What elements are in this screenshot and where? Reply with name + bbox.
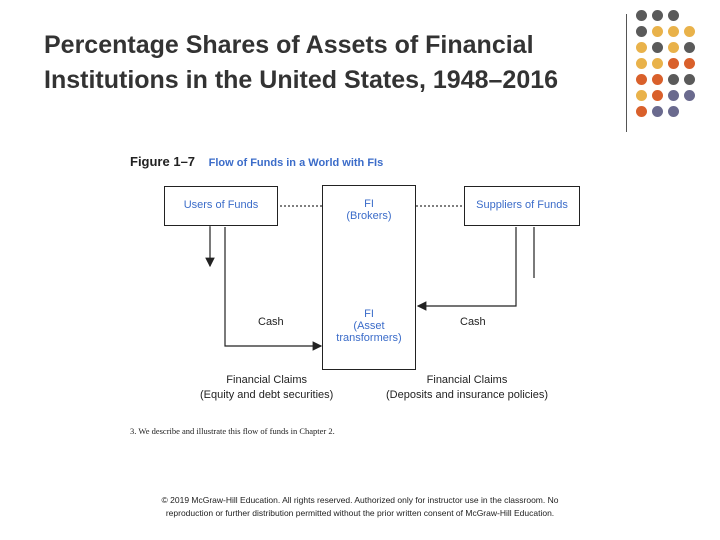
divider-line [626,14,627,132]
decorative-dot [684,58,695,69]
decorative-dot [668,10,679,21]
fi-brokers-title: FI [364,198,374,210]
decorative-dot [668,106,679,117]
decorative-dot [684,42,695,53]
suppliers-of-funds-box [464,186,580,226]
title-line-1: Percentage Shares of Assets of Financial [44,31,534,59]
slide-title [44,28,624,98]
claims-right-title: Financial Claims [426,374,508,386]
decorative-dot-grid [636,10,716,120]
fi-asset-subtitle-2: transformers) [336,332,402,344]
copyright-line-2: reproduction or further distribution permitted without the prior written consent of McGraw-Hill Education. [165,508,555,518]
figure-number: Figure 1–7 [130,154,196,169]
figure-caption: Flow of Funds in a World with FIs [208,157,384,169]
flow-of-funds-figure [128,150,598,450]
fi-brokers-subtitle: (Brokers) [346,210,392,222]
decorative-dot [636,26,647,37]
decorative-dot [652,58,663,69]
decorative-dot [636,42,647,53]
copyright-line-1: © 2019 McGraw-Hill Education. All rights reserved. Authorized only for instructor use in the classroom. No [161,495,559,505]
decorative-dot [684,90,695,101]
figure-footnote: 3. We describe and illustrate this flow of funds in Chapter 2. [130,426,335,436]
decorative-dot [652,90,663,101]
decorative-dot [684,74,695,85]
arrow-cash-to-fi [225,227,321,346]
decorative-dot [668,58,679,69]
claims-left [200,374,333,401]
decorative-dot [636,10,647,21]
users-of-funds-label: Users of Funds [183,199,259,211]
suppliers-of-funds-label: Suppliers of Funds [476,199,568,211]
decorative-dot [668,26,679,37]
decorative-dot [668,90,679,101]
arrow-cash-from-suppliers [418,227,516,306]
copyright-notice [90,494,630,520]
fi-asset-title: FI [364,308,374,320]
claims-left-title: Financial Claims [226,374,307,386]
title-line-2: Institutions in the United States, 1948–2016 [44,66,559,94]
decorative-dot [636,58,647,69]
claims-left-detail: (Equity and debt securities) [200,389,334,401]
decorative-dot [668,42,679,53]
cash-right-label: Cash [460,316,486,328]
decorative-dot [636,90,647,101]
decorative-dot [636,106,647,117]
users-of-funds-box [164,186,278,226]
decorative-dot [684,26,695,37]
fi-brokers-label [322,198,416,222]
decorative-dot [652,26,663,37]
claims-right [386,374,548,401]
decorative-dot [652,106,663,117]
fi-asset-transformers-label [322,308,416,344]
decorative-dot [652,10,663,21]
claims-right-detail: (Deposits and insurance policies) [386,389,549,401]
decorative-dot [652,74,663,85]
fi-asset-subtitle-1: (Asset [353,320,385,332]
decorative-dot [652,42,663,53]
cash-left-label: Cash [258,316,284,328]
decorative-dot [636,74,647,85]
decorative-dot [668,74,679,85]
